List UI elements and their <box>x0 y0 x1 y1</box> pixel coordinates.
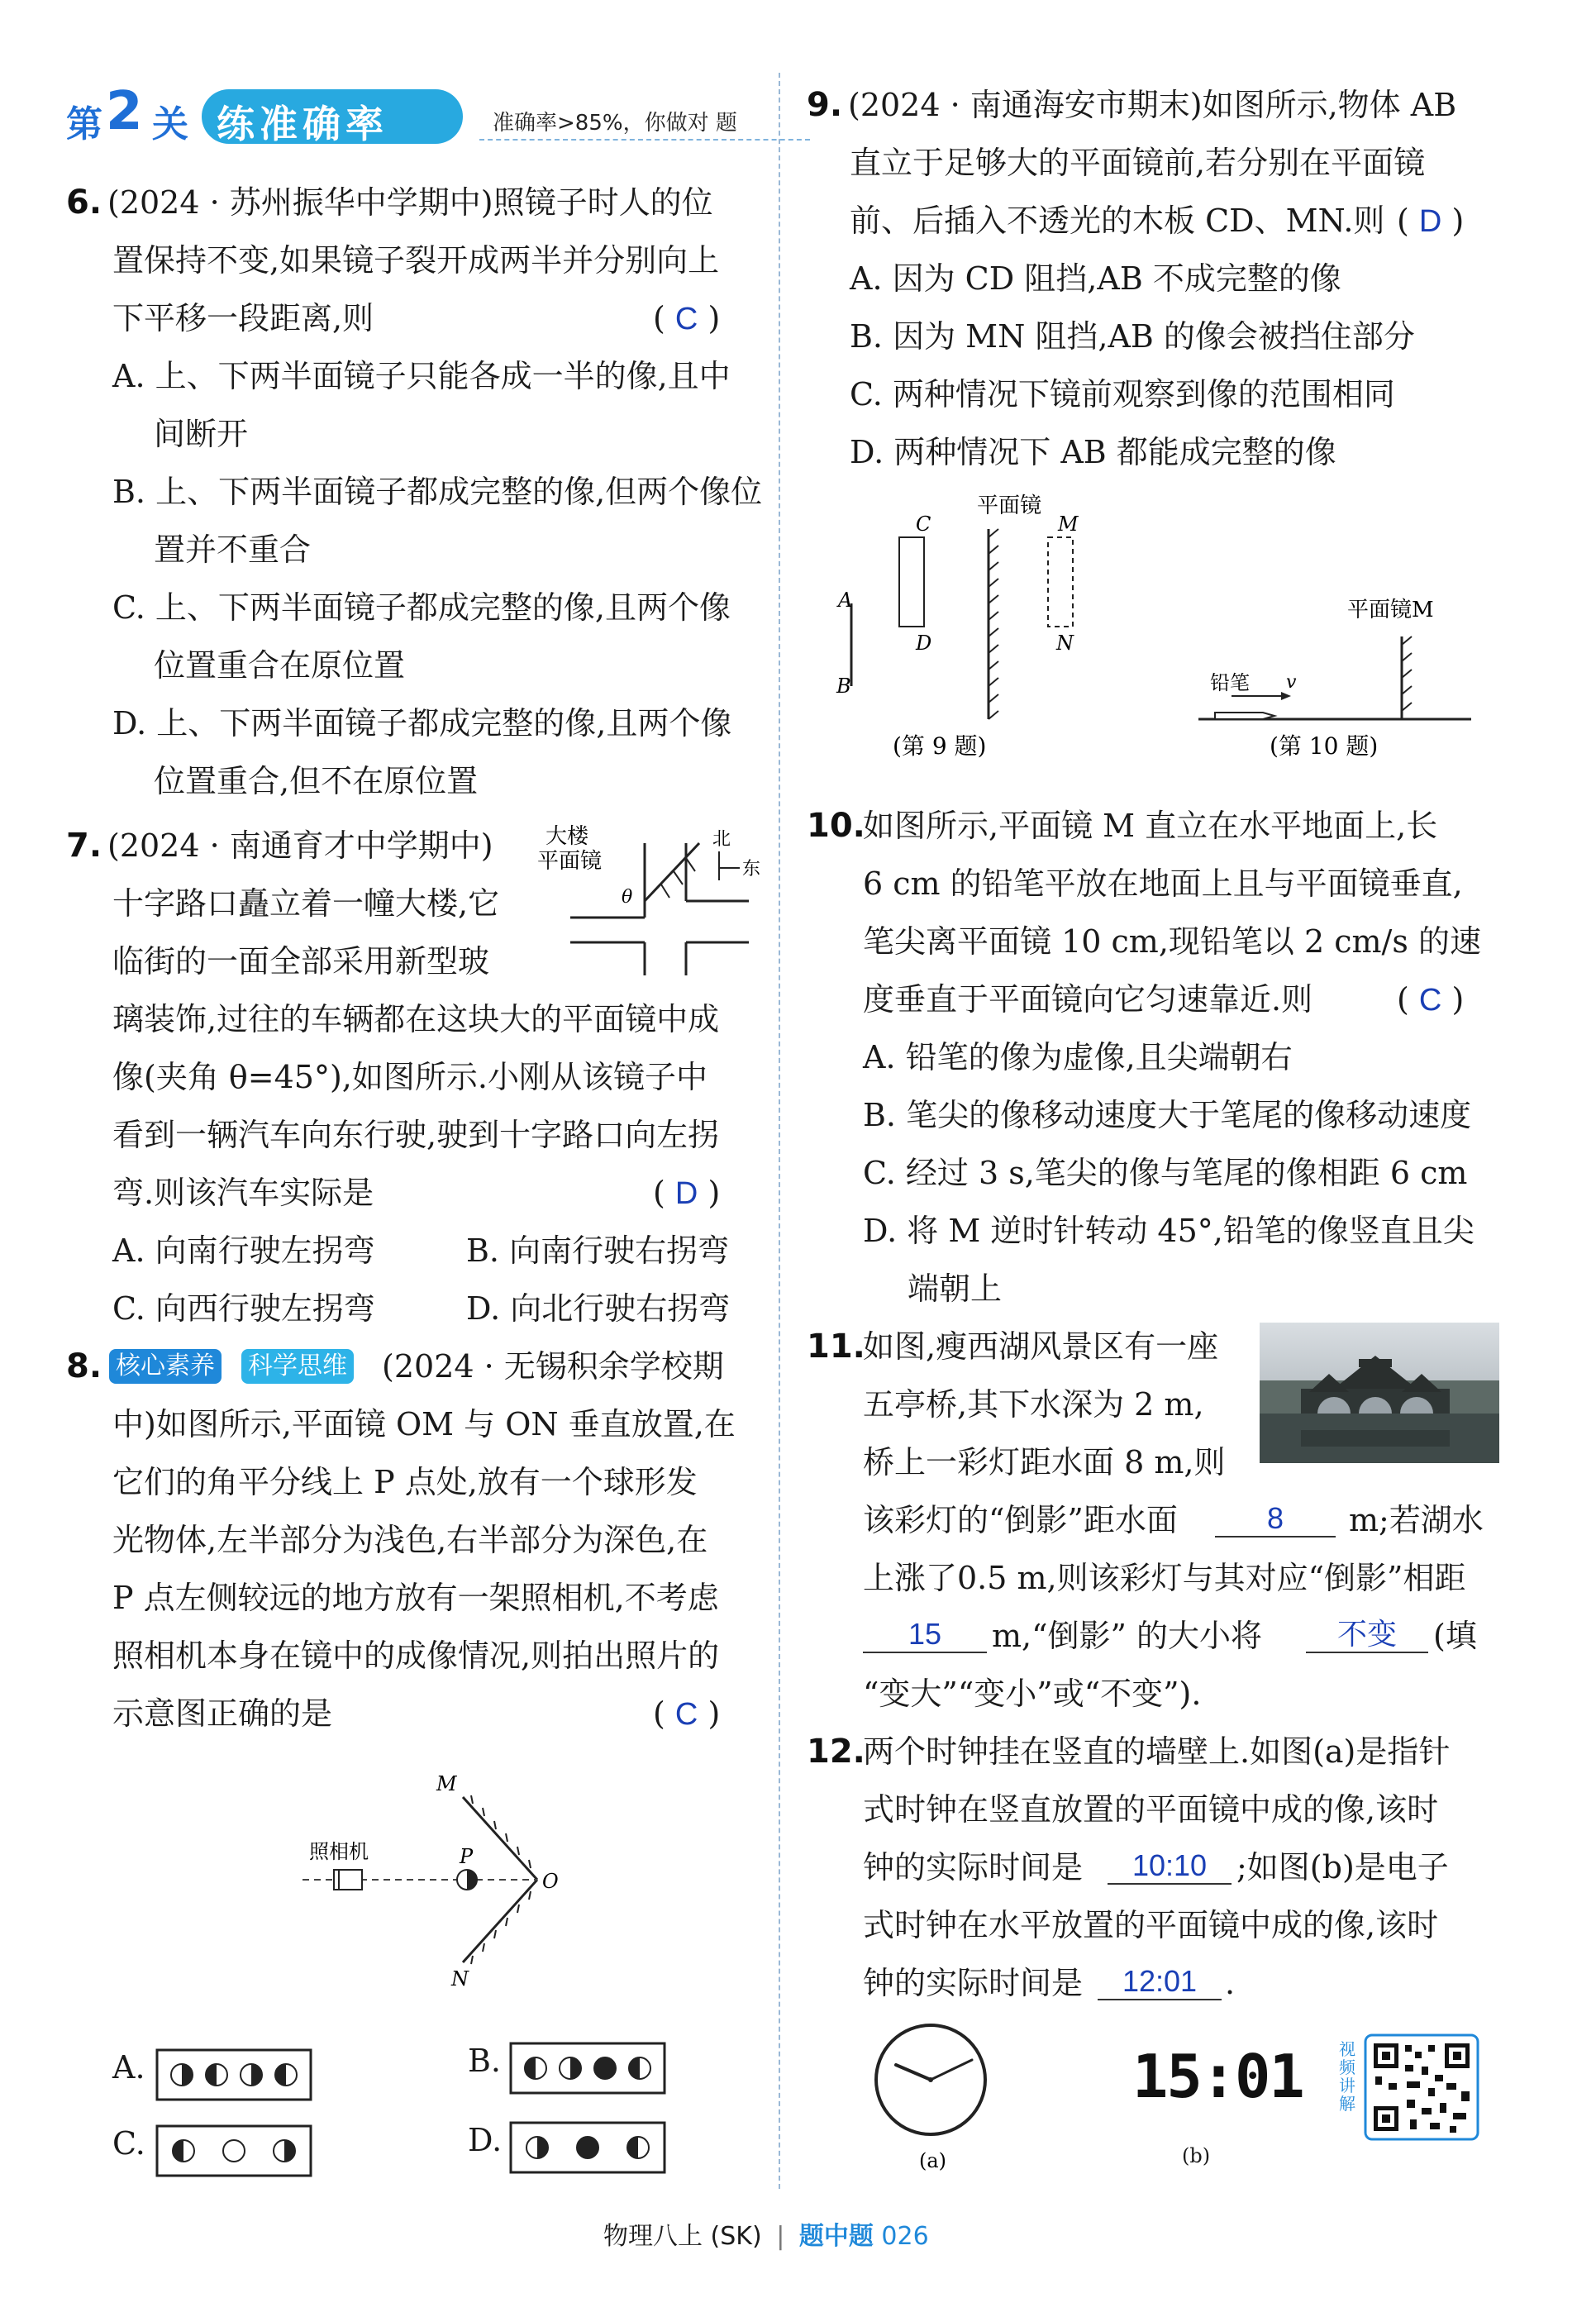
q8-stem-line: 它们的角平分线上 P 点处,放有一个球形发 <box>112 1464 698 1500</box>
q9-option-a: A. 因为 CD 阻挡,AB 不成完整的像 <box>850 260 1341 297</box>
tag-core-literacy: 核心素养 <box>109 1349 222 1384</box>
q10-stem-line: 度垂直于平面镜向它匀速靠近.则 <box>863 981 1313 1018</box>
q6-stem-line: 下平移一段距离,则 <box>112 300 374 336</box>
question-number: 10. <box>807 807 865 845</box>
question-number: 11. <box>807 1328 865 1366</box>
q10-fig-mirror: 平面镜M <box>1347 598 1434 622</box>
q8-fig-P: P <box>460 1845 474 1868</box>
page-footer: 物理八上 (SK) | 题中题 026 <box>603 2222 929 2251</box>
q7-fig-north: 北 <box>712 829 731 850</box>
q8-stem-line: 示意图正确的是 <box>112 1695 333 1732</box>
q6-answer: C <box>674 302 698 336</box>
q12-stem-line: ;如图(b)是电子 <box>1236 1849 1449 1886</box>
answer-bracket: ( C ) <box>653 1695 721 1732</box>
q8-option-a-photo <box>155 2048 312 2101</box>
q7-option-b: B. 向南行驶右拐弯 <box>466 1232 730 1269</box>
q8-option-a-label: A. <box>112 2049 145 2086</box>
question-number: 7. <box>66 827 102 865</box>
q12-stem-line: 式时钟在竖直放置的平面镜中成的像,该时 <box>863 1791 1439 1828</box>
header-subtitle: 准确率>85%，你做对 题 <box>493 111 737 136</box>
q7-option-a: A. 向南行驶左拐弯 <box>112 1232 375 1269</box>
q11-bridge-photo <box>1260 1323 1499 1463</box>
q7-fig-building: 大楼 <box>545 824 589 849</box>
q8-stem-line: 照相机本身在镜中的成像情况,则拍出照片的 <box>112 1638 720 1674</box>
q8-mirror-figure <box>298 1769 628 1992</box>
answer-bracket: ( D ) <box>653 1175 721 1211</box>
question-number: 6. <box>66 184 102 222</box>
q8-option-d-photo <box>509 2121 666 2174</box>
qr-label: 视频讲解 <box>1339 2039 1355 2114</box>
q11-blank-1[interactable]: 8 <box>1215 1501 1336 1538</box>
q9-answer: D <box>1418 204 1442 239</box>
q12-stem-line: . <box>1225 1965 1236 2001</box>
q7-stem-line: (2024 · 南通育才中学期中) <box>107 827 493 864</box>
q9-stem-line: (2024 · 南通海安市期末)如图所示,物体 AB <box>848 87 1457 123</box>
q8-option-b-label: B. <box>468 2043 502 2079</box>
q10-stem-line: 笔尖离平面镜 10 cm,现铅笔以 2 cm/s 的速 <box>863 923 1481 960</box>
qr-code-icon[interactable] <box>1364 2033 1479 2141</box>
q11-stem-line: 桥上一彩灯距水面 8 m,则 <box>863 1444 1226 1480</box>
q6-stem-line: 置保持不变,如果镜子裂开成两半并分别向上 <box>112 242 720 279</box>
q11-blank-3[interactable]: 不变 <box>1306 1617 1428 1653</box>
q12-stem-line: 两个时钟挂在竖直的墙壁上.如图(a)是指针 <box>863 1733 1451 1770</box>
q7-stem-line: 临街的一面全部采用新型玻 <box>112 943 490 980</box>
q10-fig-pencil: 铅笔 <box>1210 671 1250 694</box>
q7-stem-line: 弯.则该汽车实际是 <box>112 1175 374 1211</box>
header-title-pill <box>202 89 463 144</box>
q12-stem-line: 式时钟在水平放置的平面镜中成的像,该时 <box>863 1907 1439 1943</box>
q12-caption-a: (a) <box>919 2149 947 2172</box>
question-number: 8. <box>66 1347 102 1385</box>
q8-option-b-photo <box>509 2042 666 2095</box>
q6-option-a-cont: 间断开 <box>154 416 249 452</box>
q8-stem-line: P 点左侧较远的地方放有一架照相机,不考虑 <box>112 1580 719 1616</box>
header-badge-num: 2 <box>106 81 143 142</box>
q11-stem-line: 五亭桥,其下水深为 2 m, <box>863 1386 1204 1423</box>
q9-fig-mirror: 平面镜 <box>977 493 1042 518</box>
answer-bracket: ( C ) <box>1397 981 1465 1018</box>
q10-option-d-cont: 端朝上 <box>908 1271 1003 1307</box>
q11-stem-line: m;若湖水 <box>1349 1502 1484 1538</box>
q8-option-d-label: D. <box>468 2122 503 2158</box>
q11-stem-line: (填 <box>1433 1618 1477 1654</box>
q9-fig-caption: (第 9 题) <box>893 732 987 760</box>
q9-option-b: B. 因为 MN 阻挡,AB 的像会被挡住部分 <box>850 318 1415 355</box>
q11-stem-line: 上涨了0.5 m,则该彩灯与其对应“倒影”相距 <box>863 1560 1466 1596</box>
q6-option-d-cont: 位置重合,但不在原位置 <box>154 763 479 799</box>
q8-fig-M: M <box>436 1772 457 1795</box>
q9-fig-C: C <box>916 513 931 536</box>
q8-answer: C <box>674 1697 698 1732</box>
q10-fig-v: v <box>1286 672 1297 693</box>
q11-stem-line: 该彩灯的“倒影”距水面 <box>863 1502 1178 1538</box>
q9-fig-N: N <box>1056 632 1074 655</box>
answer-bracket: ( D ) <box>1397 203 1465 239</box>
tag-scientific-thinking: 科学思维 <box>241 1349 354 1384</box>
q7-fig-theta: θ <box>622 887 633 908</box>
q8-fig-N: N <box>451 1967 469 1990</box>
header-title: 练准确率 <box>217 102 388 146</box>
q12-analog-clock <box>868 2017 1000 2174</box>
q7-stem-line: 像(夹角 θ=45°),如图所示.小刚从该镜子中 <box>112 1059 707 1095</box>
q10-option-c: C. 经过 3 s,笔尖的像与笔尾的像相距 6 cm <box>863 1155 1468 1191</box>
q10-answer: C <box>1418 983 1442 1018</box>
q12-digital-clock: 15:01 <box>1132 2042 1303 2111</box>
footer-book: 物理八上 (SK) <box>603 2222 762 2251</box>
header-badge-suffix: 关 <box>152 103 188 145</box>
q10-fig-caption: (第 10 题) <box>1270 732 1379 760</box>
q9-option-d: D. 两种情况下 AB 都能成完整的像 <box>850 434 1336 470</box>
q10-option-a: A. 铅笔的像为虚像,且尖端朝右 <box>863 1039 1293 1075</box>
q8-option-c-photo <box>155 2124 312 2177</box>
q10-stem-line: 如图所示,平面镜 M 直立在水平地面上,长 <box>863 808 1438 844</box>
q11-stem-line: 如图,瘦西湖风景区有一座 <box>863 1328 1219 1365</box>
q12-blank-1[interactable]: 10:10 <box>1108 1848 1232 1885</box>
q7-fig-east: 东 <box>742 859 761 880</box>
q12-stem-line: 钟的实际时间是 <box>863 1965 1084 2001</box>
header-rule <box>479 139 810 141</box>
q6-option-a: A. 上、下两半面镜子只能各成一半的像,且中 <box>112 358 731 394</box>
q8-fig-camera: 照相机 <box>309 1840 369 1863</box>
q12-stem-line: 钟的实际时间是 <box>863 1849 1084 1886</box>
q11-blank-2[interactable]: 15 <box>863 1617 987 1653</box>
q6-option-c: C. 上、下两半面镜子都成完整的像,且两个像 <box>112 589 731 626</box>
q7-stem-line: 十字路口矗立着一幢大楼,它 <box>112 885 500 922</box>
q8-option-c-label: C. <box>112 2125 145 2162</box>
section-header <box>66 81 760 155</box>
q10-stem-line: 6 cm 的铅笔平放在地面上且与平面镜垂直, <box>863 865 1463 902</box>
q7-fig-mirror: 平面镜 <box>537 849 603 874</box>
q9-fig-M: M <box>1058 513 1079 536</box>
q7-stem-line: 看到一辆汽车向东行驶,驶到十字路口向左拐 <box>112 1117 720 1153</box>
q7-option-d: D. 向北行驶右拐弯 <box>466 1290 731 1327</box>
q6-stem-line: (2024 · 苏州振华中学期中)照镜子时人的位 <box>107 184 713 221</box>
q11-stem-line: m,“倒影” 的大小将 <box>992 1618 1263 1654</box>
q9-stem-line: 前、后插入不透光的木板 CD、MN.则 <box>850 203 1385 239</box>
q9-option-c: C. 两种情况下镜前观察到像的范围相同 <box>850 376 1395 412</box>
q7-answer: D <box>674 1176 698 1211</box>
q6-option-b: B. 上、下两半面镜子都成完整的像,但两个像位 <box>112 474 763 510</box>
q10-figure <box>1198 587 1488 785</box>
page-number: 026 <box>881 2222 929 2251</box>
q7-crossroad-figure <box>537 818 769 984</box>
q7-stem-line: 璃装饰,过往的车辆都在这块大的平面镜中成 <box>112 1001 720 1037</box>
answer-bracket: ( C ) <box>653 300 721 336</box>
q11-stem-line: “变大”“变小”或“不变”). <box>863 1676 1202 1712</box>
q10-option-d: D. 将 M 逆时针转动 45°,铅笔的像竖直且尖 <box>863 1213 1475 1249</box>
q6-option-d: D. 上、下两半面镜子都成完整的像,且两个像 <box>112 705 732 741</box>
header-badge-prefix: 第 <box>66 103 102 145</box>
q6-option-c-cont: 位置重合在原位置 <box>154 647 406 684</box>
q10-option-b: B. 笔尖的像移动速度大于笔尾的像移动速度 <box>863 1097 1472 1133</box>
q9-fig-A: A <box>838 589 853 612</box>
question-number: 12. <box>807 1733 865 1771</box>
q8-stem-line: 光物体,左半部分为浅色,右半部分为深色,在 <box>112 1522 708 1558</box>
q12-caption-b: (b) <box>1182 2144 1211 2167</box>
q9-figure <box>823 488 1104 785</box>
q8-stem-line: (2024 · 无锡积余学校期 <box>382 1348 724 1385</box>
footer-series: 题中题 <box>798 2222 874 2251</box>
q7-option-c: C. 向西行驶左拐弯 <box>112 1290 375 1327</box>
q6-option-b-cont: 置并不重合 <box>154 532 312 568</box>
q9-stem-line: 直立于足够大的平面镜前,若分别在平面镜 <box>850 145 1426 181</box>
column-divider <box>779 73 780 2189</box>
q9-fig-D: D <box>916 632 932 655</box>
q12-blank-2[interactable]: 12:01 <box>1098 1964 1222 2000</box>
q8-stem-line: 中)如图所示,平面镜 OM 与 ON 垂直放置,在 <box>112 1406 736 1442</box>
q8-fig-O: O <box>542 1870 559 1893</box>
question-number: 9. <box>807 86 843 124</box>
q9-fig-B: B <box>836 675 851 698</box>
